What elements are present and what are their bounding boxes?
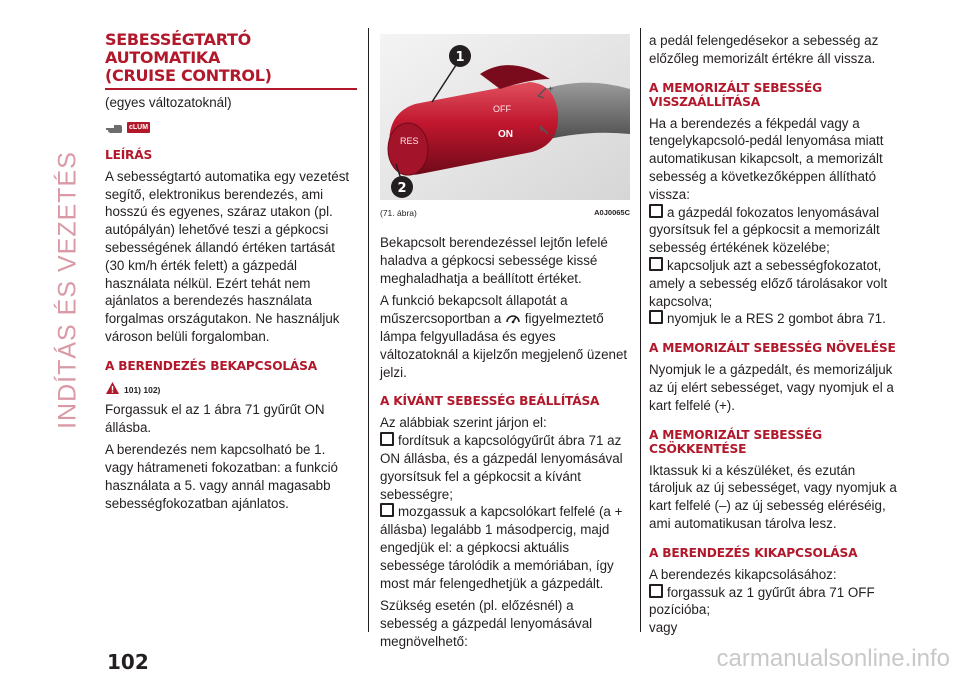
set-intro: Az alábbiak szerint járjon el: — [380, 415, 547, 431]
page-number: 102 — [107, 650, 149, 674]
heading-restore-line-2: VISSZAÁLLÍTÁSA — [649, 94, 760, 109]
page-title-line-1: SEBESSÉGTARTÓ AUTOMATIKA — [105, 30, 251, 67]
enable-paragraph-2: A berendezés nem kapcsolható be 1. vagy hátrameneti fokozatban: a funkció használata a 5. vagy annál magasabb sebességfokozatban ajánlatos. — [105, 442, 338, 511]
set-bullet-2: mozgassuk a kapcsolókart felfelé (a + állásba) legalább 1 másodpercig, majd engedjük el: a gépkocsi aktuális sebessége tárolódik a memóriában, így most már felengedhetjük a gázpedált. — [380, 503, 630, 592]
variant-badge: cLUM — [129, 124, 149, 132]
decrease-paragraph: Iktassuk ki a készüléket, és ezután tároljuk az új sebességet, vagy nyomjuk a kart felfelé (–) az új sebesség eléréséig, ami automatikusan tárolva lesz. — [649, 462, 897, 531]
column-2 — [380, 26, 630, 656]
release-paragraph: a pedál felengedésekor a sebesség az előzőleg memorizált értékre áll vissza. — [649, 33, 879, 66]
disable-or: vagy — [649, 620, 678, 636]
watermark: carmanualsonline.info — [716, 645, 950, 672]
downhill-paragraph: Bekapcsolt berendezéssel lejtőn lefelé haladva a gépkocsi sebessége kissé meghaladhatja a beállított értéket. — [380, 235, 608, 286]
callout-2: 2 — [397, 181, 407, 196]
increase-paragraph: Nyomjuk le a gázpedált, és memorizáljuk az új elért sebességet, vagy nyomjuk el a kart felfelé (+). — [649, 362, 894, 413]
warning-triangle-icon — [105, 381, 120, 395]
warning-row — [105, 379, 357, 395]
indicator-text-after: figyelmeztető lámpa felgyulladása és egyes változatoknál a kijelzőn megjelenő üzenet jelzi. — [380, 311, 628, 380]
cruise-stalk-illustration — [380, 34, 630, 200]
column-3 — [649, 26, 899, 642]
on-label: ON — [498, 129, 513, 140]
heading-restore — [649, 81, 899, 109]
hand-pointer-icon — [105, 122, 123, 134]
off-label: OFF — [493, 104, 511, 114]
column-divider-1 — [368, 28, 369, 632]
set-bullet-1: fordítsuk a kapcsológyűrűt ábra 71 az ON állásba, és a gázpedál lenyomásával gyorsítsuk fel a gépkocsit a kívánt sebességre; — [380, 432, 630, 503]
disable-bullet-1: forgassuk az 1 gyűrűt ábra 71 OFF pozícióba; — [649, 584, 899, 620]
figure-number: (71. ábra) — [380, 208, 417, 218]
warning-references: 101) 102) — [124, 384, 161, 395]
plus-label: + — [548, 84, 554, 94]
variant-badge-row — [105, 121, 357, 135]
heading-decrease-line-2: CSÖKKENTÉSE — [649, 441, 747, 456]
heading-decrease — [649, 428, 899, 456]
heading-disable: A BERENDEZÉS KIKAPCSOLÁSA — [649, 545, 858, 560]
heading-enable: A BERENDEZÉS BEKAPCSOLÁSA — [105, 358, 317, 373]
restore-bullet-3: nyomjuk le a RES 2 gombot ábra 71. — [649, 310, 899, 328]
disable-intro: A berendezés kikapcsolásához: — [649, 566, 837, 582]
minus-label: – — [550, 130, 556, 140]
heading-decrease-line-1: A MEMORIZÁLT SEBESSÉG — [649, 427, 822, 442]
heading-increase: A MEMORIZÁLT SEBESSÉG NÖVELÉSE — [649, 341, 896, 356]
indicator-paragraph — [380, 292, 630, 381]
restore-bullet-1: a gázpedál fokozatos lenyomásával gyorsítsuk fel a gépkocsit a memorizált sebesség értékének közelébe; — [649, 204, 899, 257]
heading-restore-line-1: A MEMORIZÁLT SEBESSÉG — [649, 80, 822, 95]
page-title-line-2: (CRUISE CONTROL) — [105, 66, 272, 85]
heading-set-speed: A KÍVÁNT SEBESSÉG BEÁLLÍTÁSA — [380, 394, 600, 409]
overtake-paragraph: Szükség esetén (pl. előzésnél) a sebesség a gázpedál lenyomásával megnövelhető: — [380, 598, 593, 649]
description-paragraph: A sebességtartó automatika egy vezetést segítő, elektronikus berendezés, ami hosszú és egyenes, száraz utakon (pl. autópályán) lehetővé teszi a gépkocsi sebességének állandó értéken tartását (30 km/h érték felett) a gázpedál használata nélkül. Ezért tehát nem ajánlatos a berendezés használata forgalmas országutakon. Ne használjuk városon belüli forgalomban. — [105, 168, 350, 344]
enable-paragraph-1: Forgassuk el az 1 ábra 71 gyűrűt ON állásba. — [105, 401, 325, 435]
stalk-figure — [380, 34, 630, 200]
section-side-tab-label: INDÍTÁS ÉS VEZETÉS — [53, 151, 82, 429]
callout-1: 1 — [455, 50, 465, 65]
indicator-text-before: A funkció bekapcsolt állapotát a műszercsoportban a — [380, 293, 568, 327]
res-label: RES — [400, 136, 419, 146]
restore-bullet-2: kapcsoljuk azt a sebességfokozatot, amely a sebesség előző tárolásakor volt kapcsolva; — [649, 257, 899, 310]
figure-caption — [380, 208, 630, 218]
column-1 — [105, 26, 357, 518]
speedometer-icon — [505, 312, 521, 324]
section-side-tab — [48, 30, 88, 550]
column-divider-2 — [640, 28, 641, 632]
page-title — [105, 31, 357, 90]
subtitle: (egyes változatoknál) — [105, 95, 232, 110]
restore-paragraph: Ha a berendezés a fékpedál vagy a tengelykapcsoló-pedál lenyomása miatt automatikusan kikapcsolt, a memorizált sebesség a következőképpen állítható vissza: — [649, 115, 884, 202]
figure-code: A0J0065C — [594, 208, 630, 217]
heading-description: LEÍRÁS — [105, 147, 153, 162]
